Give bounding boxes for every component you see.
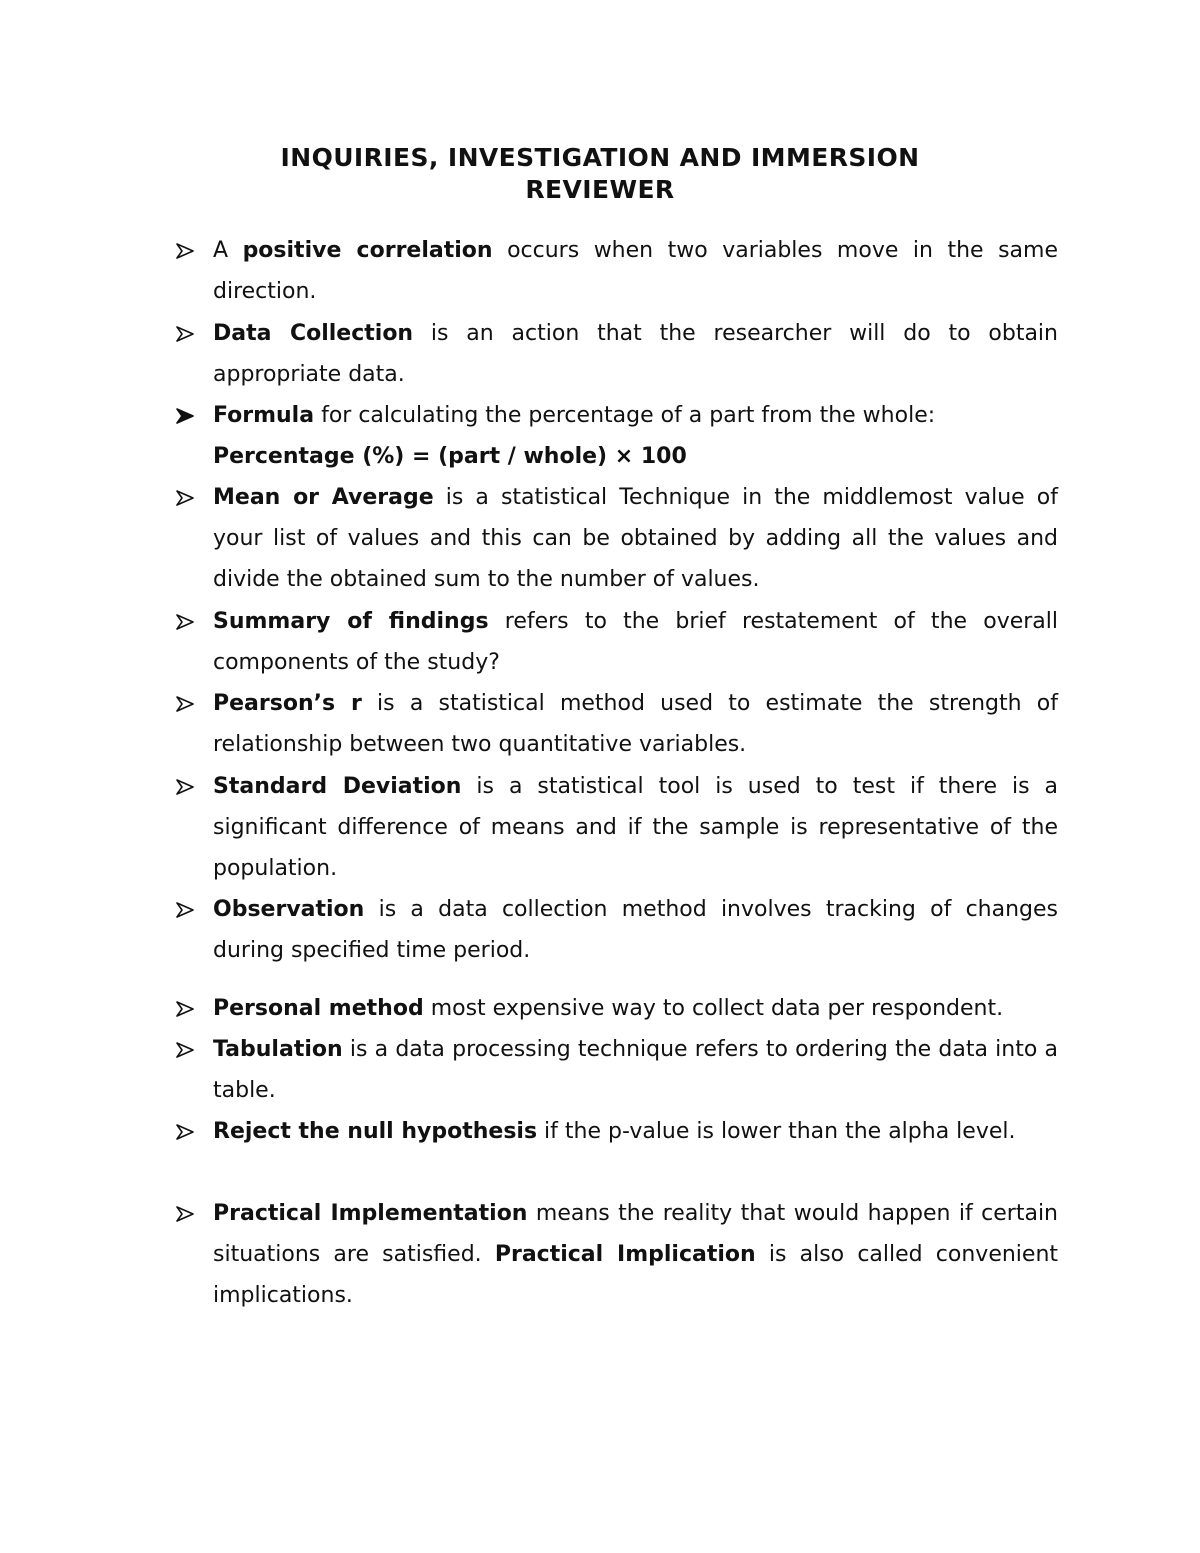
arrowhead-bullet-icon — [175, 313, 197, 354]
list-item-pearsons-r — [175, 683, 1058, 765]
item-term: Formula — [213, 403, 315, 428]
item-term: Data Collection — [213, 321, 414, 346]
arrowhead-bullet-icon — [175, 230, 197, 271]
item-term: Standard Deviation — [213, 774, 462, 799]
arrowhead-bullet-icon — [175, 683, 197, 724]
item-text: for calculating the percentage of a part from the whole: — [314, 403, 936, 428]
arrowhead-bullet-icon — [175, 1193, 197, 1234]
item-text: most expensive way to collect data per respondent. — [423, 996, 1004, 1021]
item-text: is a statistical tool is used to test if there is a significant difference of means and if the sample is representative of the population. — [213, 774, 1058, 881]
item-term: Summary of findings — [213, 609, 489, 634]
arrowhead-bullet-icon — [175, 1111, 197, 1152]
list-item-data-collection — [175, 313, 1058, 395]
list-item-positive-correlation — [175, 230, 1058, 312]
arrowhead-bullet-icon — [175, 1029, 197, 1070]
arrowhead-bullet-icon — [175, 766, 197, 807]
list-item-reject-null-hypothesis — [175, 1111, 1058, 1152]
list-item-personal-method — [175, 988, 1058, 1029]
item-term: Tabulation — [213, 1037, 343, 1062]
list-item-formula — [175, 395, 1058, 477]
list-item-tabulation — [175, 1029, 1058, 1111]
item-text: refers to the brief restatement of the overall components of the study? — [213, 609, 1058, 675]
arrowhead-bullet-icon — [175, 601, 197, 642]
item-text: is a data processing technique refers to ordering the data into a table. — [213, 1037, 1058, 1103]
item-term: Observation — [213, 897, 365, 922]
list-item-observation — [175, 889, 1058, 971]
item-text: is an action that the researcher will do to obtain appropriate data. — [213, 321, 1058, 387]
item-text: is a statistical Technique in the middlemost value of your list of values and this can be obtained by adding all the values and divide the obtained sum to the number of values. — [213, 485, 1058, 592]
arrowhead-bullet-icon — [175, 988, 197, 1029]
document-title-line-1: INQUIRIES, INVESTIGATION AND IMMERSION — [280, 143, 920, 172]
arrowhead-bullet-icon — [175, 889, 197, 930]
item-term: Practical Implementation — [213, 1201, 528, 1226]
item-term: Mean or Average — [213, 485, 434, 510]
list-item-standard-deviation — [175, 766, 1058, 889]
arrowhead-bullet-icon — [175, 395, 197, 436]
item-text-secondary: is also called convenient implications. — [213, 1242, 1059, 1308]
item-term: Reject the null hypothesis — [213, 1119, 538, 1144]
item-text: occurs when two variables move in the same direction. — [213, 238, 1058, 304]
list-item-mean-or-average — [175, 477, 1058, 600]
document-title-line-2: REVIEWER — [525, 175, 675, 204]
item-text: means the reality that would happen if certain situations are satisfied. — [213, 1201, 1058, 1267]
item-text: is a data collection method involves tracking of changes during specified time period. — [213, 897, 1058, 963]
item-text: if the p-value is lower than the alpha level. — [537, 1119, 1016, 1144]
item-term: Pearson’s r — [213, 691, 362, 716]
list-item-summary-of-findings — [175, 601, 1058, 683]
percentage-formula: Percentage (%) = (part / whole) × 100 — [213, 444, 687, 469]
item-term-secondary: Practical Implication — [494, 1242, 756, 1267]
item-term: positive correlation — [242, 238, 493, 263]
item-prefix: A — [213, 238, 243, 263]
list-item-practical-implementation — [175, 1193, 1058, 1316]
item-text: is a statistical method used to estimate the strength of relationship between two quantitative variables. — [213, 691, 1059, 757]
item-term: Personal method — [213, 996, 424, 1021]
arrowhead-bullet-icon — [175, 477, 197, 518]
